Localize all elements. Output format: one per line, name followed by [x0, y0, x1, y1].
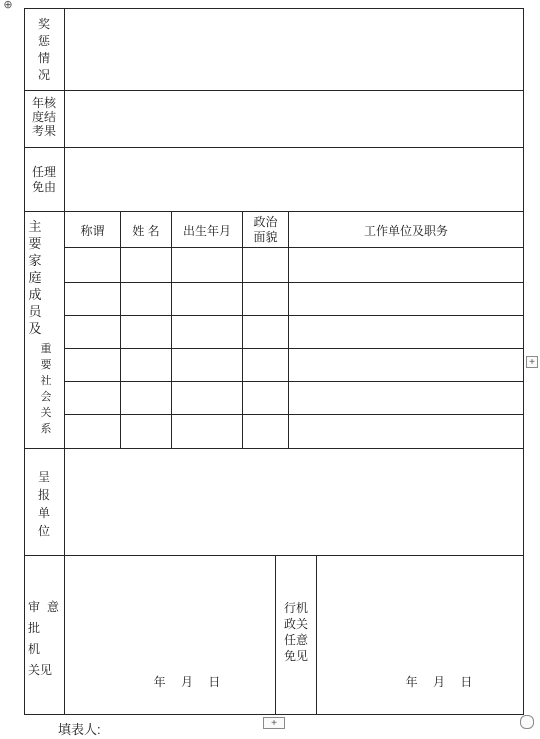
- header-political-line2: 面貌: [253, 230, 278, 244]
- annual-review-label-line1: 年核: [31, 96, 56, 110]
- approval-date-right: 年 月 日: [405, 675, 479, 689]
- approval-label-shen: 审: [27, 600, 40, 614]
- approval-divider: [316, 555, 317, 715]
- family-grid-line: [64, 381, 524, 382]
- family-grid-line: [64, 315, 524, 316]
- table-border-top: [24, 8, 524, 9]
- row-separator: [24, 211, 524, 212]
- family-relations-label-a: 主要家庭成员及: [28, 219, 42, 336]
- appointment-label-line2: 免由: [31, 180, 56, 194]
- approval-date-left: 年 月 日: [153, 675, 227, 689]
- header-relation: 称谓: [80, 224, 105, 238]
- family-grid-line: [64, 414, 524, 415]
- family-relations-label-b: 重要社会关系: [40, 343, 52, 435]
- table-resize-handle[interactable]: [520, 715, 534, 729]
- header-name: 姓 名: [132, 224, 160, 238]
- label-column-divider: [64, 8, 65, 715]
- family-grid-line: [64, 247, 524, 248]
- awards-label: 奖惩情况: [37, 17, 50, 82]
- row-separator: [24, 90, 524, 91]
- table-border-left: [24, 8, 25, 715]
- approval-label-pi: 批: [27, 621, 40, 635]
- add-row-bottom-handle[interactable]: +: [263, 717, 285, 729]
- header-birth: 出生年月: [182, 224, 231, 238]
- family-grid-column: [288, 211, 289, 449]
- row-separator: [24, 555, 524, 556]
- annual-review-label-line2: 度结: [31, 110, 56, 124]
- header-political-line1: 政治: [253, 215, 278, 229]
- filled-by-label: 填表人:: [58, 722, 101, 737]
- table-move-handle[interactable]: ⊕: [3, 0, 13, 11]
- family-grid-column: [120, 211, 121, 449]
- approval-label-guanjian: 关见: [27, 663, 52, 677]
- admin-appointment-label: 行机政关任意免见: [283, 601, 308, 663]
- row-separator: [24, 147, 524, 148]
- header-work-unit: 工作单位及职务: [363, 224, 448, 238]
- submit-unit-label: 呈报单位: [37, 470, 50, 538]
- appointment-label-line1: 任理: [31, 165, 56, 179]
- table-border-bottom: [24, 714, 524, 715]
- annual-review-label-line3: 考果: [31, 124, 56, 138]
- approval-divider: [275, 555, 276, 715]
- add-row-right-handle[interactable]: +: [526, 356, 538, 368]
- row-separator: [24, 448, 524, 449]
- approval-label-yi: 意: [46, 600, 59, 614]
- family-grid-line: [64, 348, 524, 349]
- family-grid-column: [242, 211, 243, 449]
- table-border-right: [523, 8, 524, 715]
- family-grid-column: [171, 211, 172, 449]
- family-grid-line: [64, 282, 524, 283]
- approval-label-ji: 机: [27, 642, 40, 656]
